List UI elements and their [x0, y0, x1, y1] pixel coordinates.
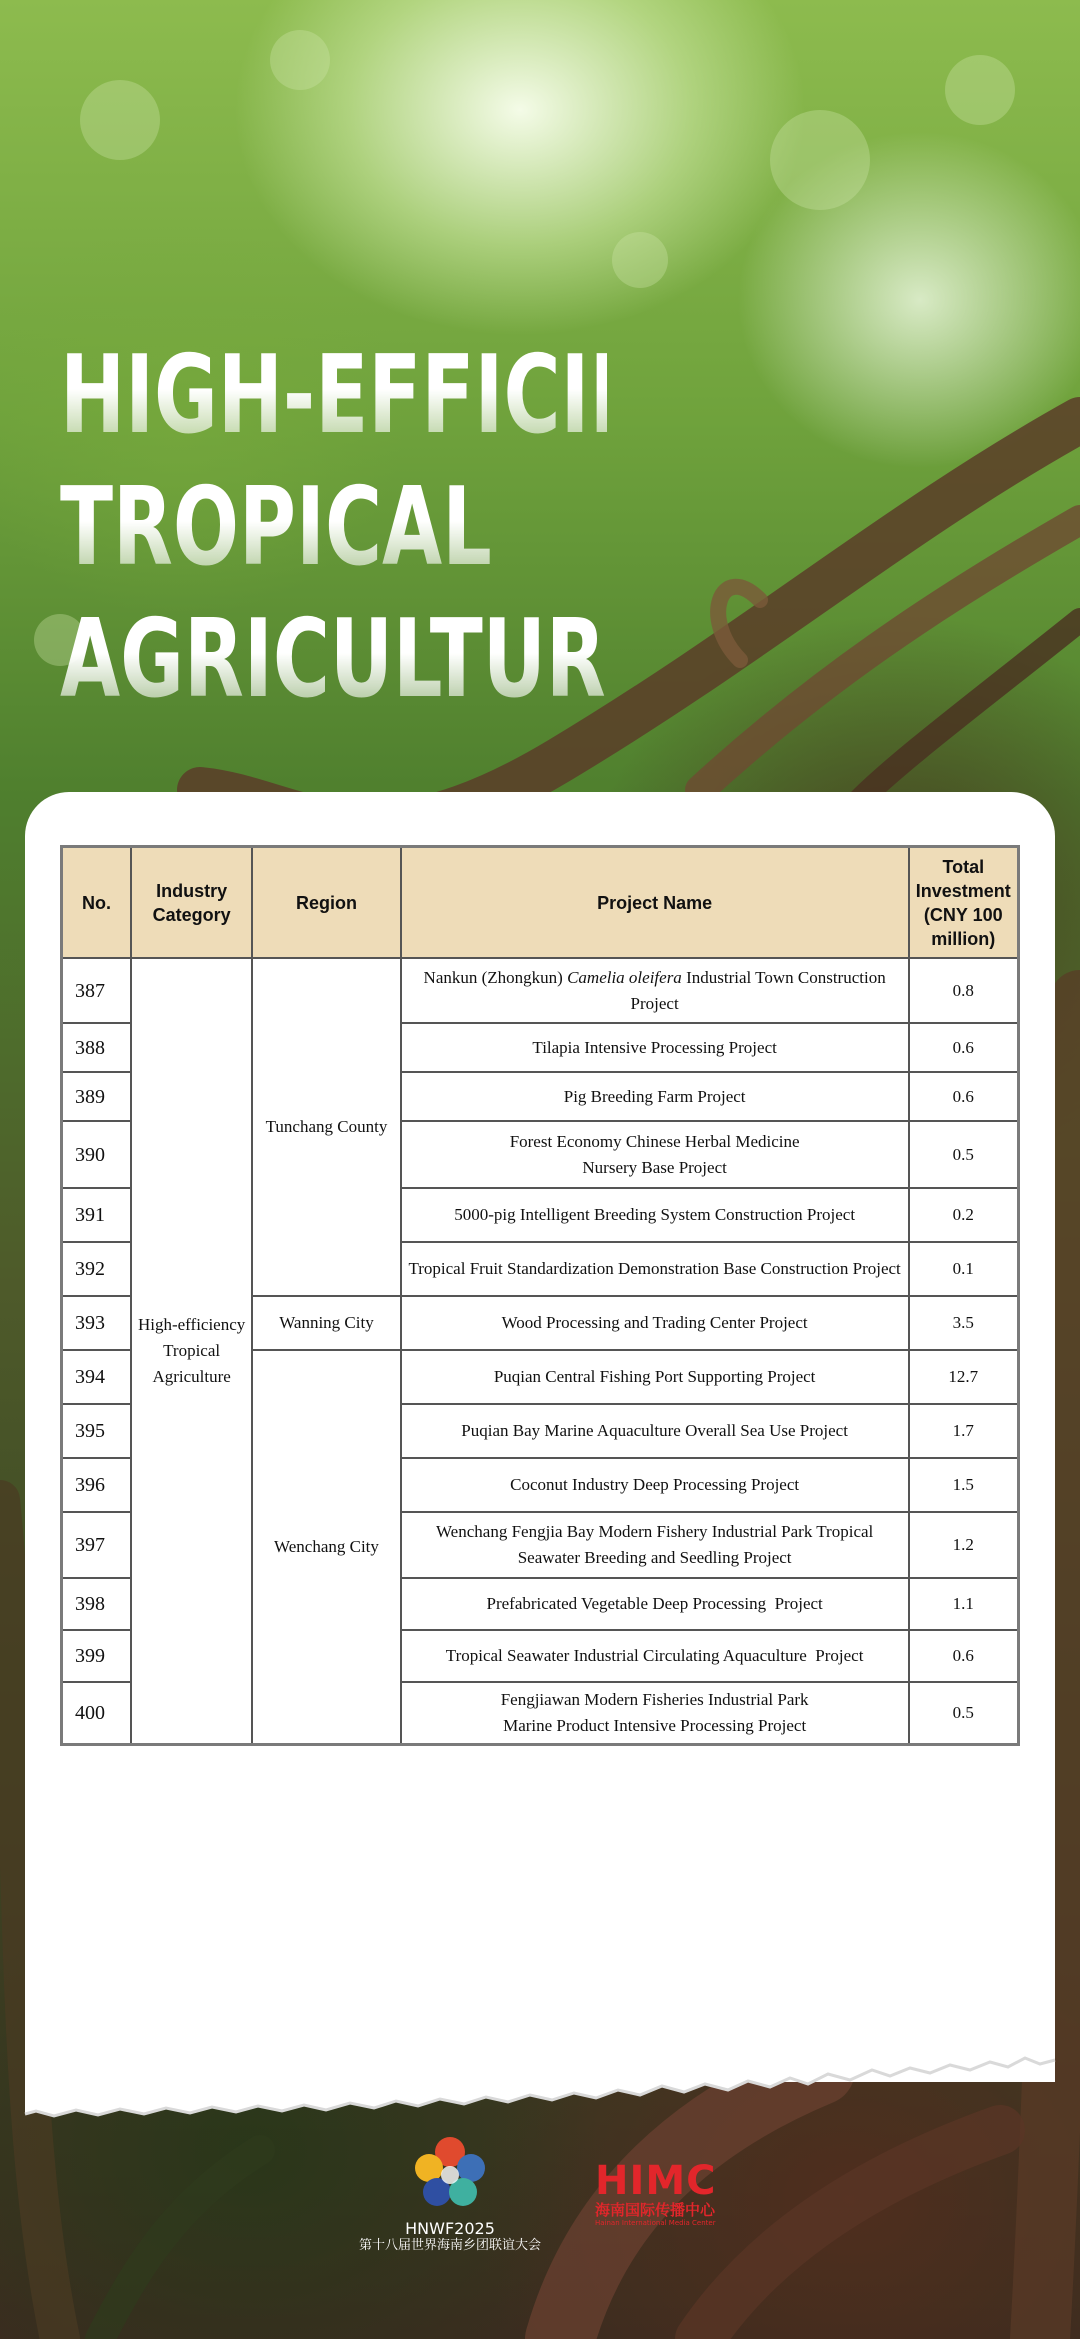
header-category: Industry Category [131, 847, 252, 959]
project-name: Tropical Seawater Industrial Circulating Aquaculture Project [401, 1630, 909, 1682]
project-name: Puqian Central Fishing Port Supporting Project [401, 1350, 909, 1404]
row-no: 388 [62, 1023, 132, 1072]
hnwf-text: HNWF2025 [405, 2219, 495, 2238]
row-no: 391 [62, 1188, 132, 1242]
torn-paper-edge [0, 2040, 1080, 2130]
investment-value: 1.5 [909, 1458, 1019, 1512]
project-name: Forest Economy Chinese Herbal Medicine Nursery Base Project [401, 1121, 909, 1188]
investment-value: 0.5 [909, 1121, 1019, 1188]
header-project: Project Name [401, 847, 909, 959]
himc-chinese-name: 海南国际传播中心 [595, 2201, 716, 2219]
investment-value: 0.8 [909, 958, 1019, 1023]
table-header-row [62, 847, 1019, 959]
project-name: 5000-pig Intelligent Breeding System Construction Project [401, 1188, 909, 1242]
header-no: No. [62, 847, 132, 959]
investment-value: 1.7 [909, 1404, 1019, 1458]
row-no: 389 [62, 1072, 132, 1121]
project-name-part: Nankun (Zhongkun) [423, 967, 568, 987]
row-no: 398 [62, 1578, 132, 1630]
projects-table [60, 845, 1020, 1746]
investment-value: 1.1 [909, 1578, 1019, 1630]
project-name [401, 958, 909, 1023]
header-region: Region [252, 847, 400, 959]
himc-mark: HIMC [595, 2158, 717, 2204]
project-name: Tropical Fruit Standardization Demonstration Base Construction Project [401, 1242, 909, 1296]
region-wenchang: Wenchang City [252, 1350, 400, 1744]
row-no: 395 [62, 1404, 132, 1458]
project-name-part: Industrial Town Construction Project [630, 967, 886, 1013]
project-name: Wenchang Fengjia Bay Modern Fishery Industrial Park Tropical Seawater Breeding and Seedling Project [401, 1512, 909, 1578]
investment-value: 0.6 [909, 1072, 1019, 1121]
title-line-2: TROPICAL [60, 462, 607, 594]
row-no: 397 [62, 1512, 132, 1578]
investment-value: 0.6 [909, 1023, 1019, 1072]
species-name: Camelia oleifera [567, 967, 682, 987]
investment-value: 0.2 [909, 1188, 1019, 1242]
header-investment: Total Investment (CNY 100 million) [909, 847, 1019, 959]
project-name: Prefabricated Vegetable Deep Processing Project [401, 1578, 909, 1630]
hnwf-logo [350, 2130, 550, 2260]
hnwf-flower-icon [405, 2130, 495, 2220]
industry-category-cell: High-efficiency Tropical Agriculture [131, 958, 252, 1744]
investment-value: 0.1 [909, 1242, 1019, 1296]
region-wanning: Wanning City [252, 1296, 400, 1350]
table-row [62, 958, 1019, 1023]
project-name: Wood Processing and Trading Center Project [401, 1296, 909, 1350]
row-no: 394 [62, 1350, 132, 1404]
project-name: Pig Breeding Farm Project [401, 1072, 909, 1121]
row-no: 396 [62, 1458, 132, 1512]
row-no: 392 [62, 1242, 132, 1296]
title-line-3: AGRICULTURE [60, 594, 607, 726]
himc-english-name: Hainan International Media Center [595, 2219, 716, 2227]
project-name: Fengjiawan Modern Fisheries Industrial Park Marine Product Intensive Processing Project [401, 1682, 909, 1744]
row-no: 387 [62, 958, 132, 1023]
investment-value: 1.2 [909, 1512, 1019, 1578]
himc-logo [595, 2160, 735, 2230]
project-name: Puqian Bay Marine Aquaculture Overall Sea Use Project [401, 1404, 909, 1458]
investment-value: 0.5 [909, 1682, 1019, 1744]
investment-value: 0.6 [909, 1630, 1019, 1682]
row-no: 400 [62, 1682, 132, 1744]
row-no: 399 [62, 1630, 132, 1682]
title-line-1: HIGH-EFFICIENCY [60, 330, 607, 462]
project-name: Coconut Industry Deep Processing Project [401, 1458, 909, 1512]
region-tunchang: Tunchang County [252, 958, 400, 1296]
row-no: 390 [62, 1121, 132, 1188]
hnwf-subtitle: 第十八届世界海南乡团联谊大会 [358, 2238, 541, 2253]
row-no: 393 [62, 1296, 132, 1350]
investment-value: 12.7 [909, 1350, 1019, 1404]
investment-value: 3.5 [909, 1296, 1019, 1350]
page-title [60, 330, 820, 726]
project-name: Tilapia Intensive Processing Project [401, 1023, 909, 1072]
